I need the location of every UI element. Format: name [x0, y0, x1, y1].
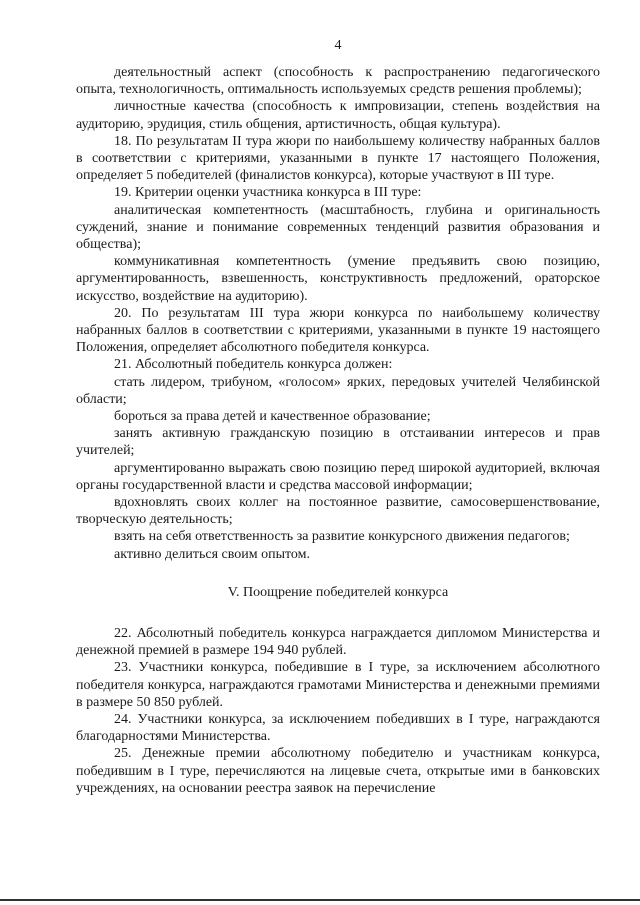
- section-body-before: [76, 64, 600, 563]
- paragraph: 20. По результатам III тура жюри конкурса по наибольшему количеству набранных баллов в соответствии с критериями, указанными в пункте 19 настоящего Положения, определяет абсолютного победителя конкурса.: [76, 305, 600, 356]
- paragraph: коммуникативная компетентность (умение предъявить свою позицию, аргументированность, взвешенность, конструктивность предложений, ораторское искусство, воздействие на аудиторию).: [76, 254, 600, 304]
- paragraph: стать лидером, трибуном, «голосом» ярких, передовых учителей Челябинской области;: [76, 374, 600, 407]
- paragraph: бороться за права детей и качественное образование;: [114, 409, 431, 425]
- paragraph: взять на себя ответственность за развитие конкурсного движения педагогов;: [114, 529, 570, 545]
- paragraph: 25. Денежные премии абсолютному победителю и участникам конкурса, победившим в I туре, перечисляются на лицевые счета, открытые ими в банковских учреждениях, на основании реестра заявок на перечисление: [76, 746, 600, 796]
- page-bottom-edge: [0, 899, 640, 901]
- paragraph: вдохновлять своих коллег на постоянное развитие, самосовершенствование, творческую деятельность;: [76, 495, 600, 528]
- section-title: V. Поощрение победителей конкурса: [227, 584, 449, 600]
- paragraph: личностные качества (способность к импровизации, степень воздействия на аудиторию, эрудиция, стиль общения, артистичность, общая культура).: [76, 99, 600, 132]
- paragraph: 24. Участники конкурса, за исключением победивших в I туре, награждаются благодарностями Министерства.: [76, 711, 600, 745]
- page-number: 4: [334, 38, 342, 53]
- paragraph: активно делиться своим опытом.: [114, 546, 311, 562]
- paragraph: деятельностный аспект (способность к распространению педагогического опыта, технологичность, оптимальность используемых средств решения проблемы);: [76, 65, 600, 98]
- paragraph: 23. Участники конкурса, победившие в I туре, за исключением абсолютного победителя конкурса, награждаются грамотами Министерства и денежными премиями в размере 50 850 рублей.: [76, 660, 600, 710]
- paragraph: аналитическая компетентность (масштабность, глубина и оригинальность суждений, знание и понимание современных тенденций развития образования и общества);: [76, 202, 600, 253]
- paragraph: аргументированно выражать свою позицию перед широкой аудиторией, включая органы государственной власти и средства массовой информации;: [76, 460, 600, 493]
- paragraph: занять активную гражданскую позицию в отстаивании интересов и прав учителей;: [76, 426, 600, 459]
- paragraph: 19. Критерии оценки участника конкурса в III туре:: [114, 185, 422, 201]
- section-body-after: [76, 625, 600, 797]
- paragraph: 22. Абсолютный победитель конкурса награждается дипломом Министерства и денежной премией в размере 194 940 рублей.: [76, 625, 600, 659]
- paragraph: 18. По результатам II тура жюри по наибольшему количеству набранных баллов в соответствии с критериями, указанными в пункте 17 настоящего Положения, определяет 5 победителей (финалистов конкурса), которые участвуют в III туре.: [76, 133, 600, 184]
- paragraph: 21. Абсолютный победитель конкурса должен:: [114, 357, 393, 373]
